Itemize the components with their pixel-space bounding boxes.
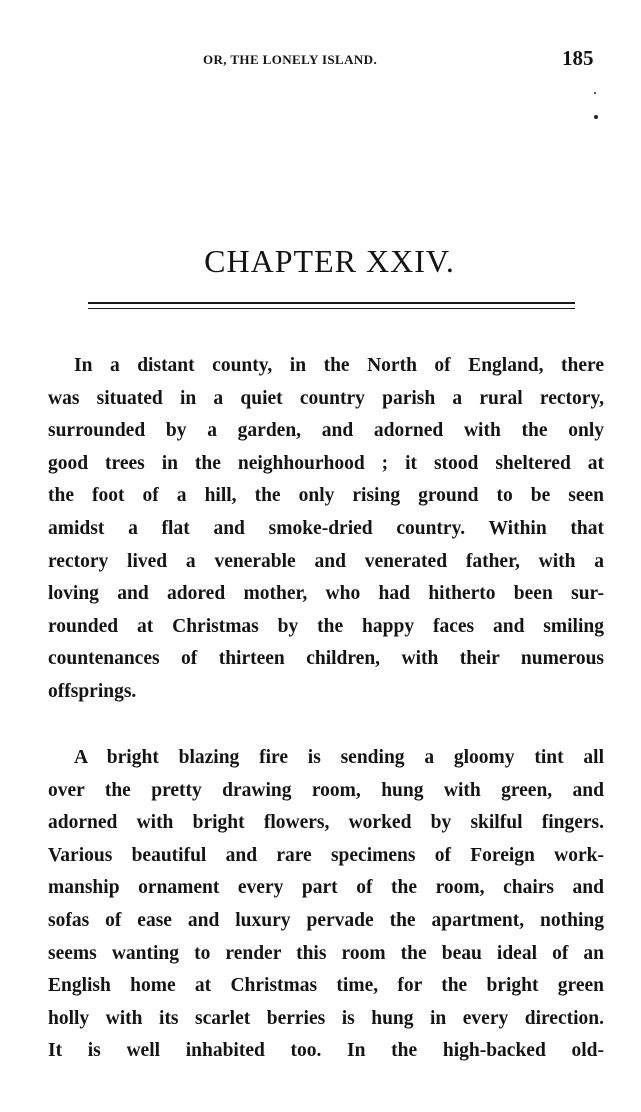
- chapter-rule-thick: [88, 302, 575, 304]
- ink-speck: [594, 115, 598, 119]
- text-line: sofas of ease and luxury pervade the apartment, nothing: [48, 909, 604, 931]
- text-line: the foot of a hill, the only rising ground to be seen: [48, 485, 604, 507]
- text-line: manship ornament every part of the room, chairs and: [48, 877, 604, 899]
- ink-speck: [594, 92, 596, 94]
- text-line: amidst a flat and smoke-dried country. Within that: [48, 517, 604, 539]
- text-line: English home at Christmas time, for the bright green: [48, 975, 604, 997]
- text-line: holly with its scarlet berries is hung in every direction.: [48, 1007, 604, 1029]
- paragraph-1: [48, 350, 604, 709]
- text-line: seems wanting to render this room the beau ideal of an: [48, 942, 604, 964]
- text-line: rounded at Christmas by the happy faces and smiling: [48, 615, 604, 637]
- text-line: In a distant county, in the North of England, there: [74, 355, 604, 376]
- text-line: countenances of thirteen children, with their numerous: [48, 648, 604, 670]
- chapter-title: CHAPTER XXIV.: [204, 243, 455, 280]
- text-line: It is well inhabited too. In the high-backed old-: [48, 1040, 604, 1062]
- paragraph-2: [48, 742, 604, 1068]
- text-line: Various beautiful and rare specimens of Foreign work-: [48, 844, 604, 866]
- chapter-rule-thin: [88, 308, 575, 309]
- text-line: over the pretty drawing room, hung with green, and: [48, 779, 604, 801]
- text-line: adorned with bright flowers, worked by skilful fingers.: [48, 812, 604, 834]
- text-line: offsprings.: [48, 680, 137, 702]
- text-line: was situated in a quiet country parish a rural rectory,: [48, 387, 604, 409]
- text-line: good trees in the neighhourhood ; it stood sheltered at: [48, 452, 604, 474]
- running-head: OR, THE LONELY ISLAND.: [203, 52, 378, 67]
- text-line: surrounded by a garden, and adorned with the only: [48, 420, 604, 442]
- page-number: 185: [562, 46, 594, 70]
- text-line: rectory lived a venerable and venerated father, with a: [48, 550, 604, 572]
- text-line: A bright blazing fire is sending a gloomy tint all: [74, 747, 604, 768]
- text-line: loving and adored mother, who had hitherto been sur-: [48, 583, 604, 605]
